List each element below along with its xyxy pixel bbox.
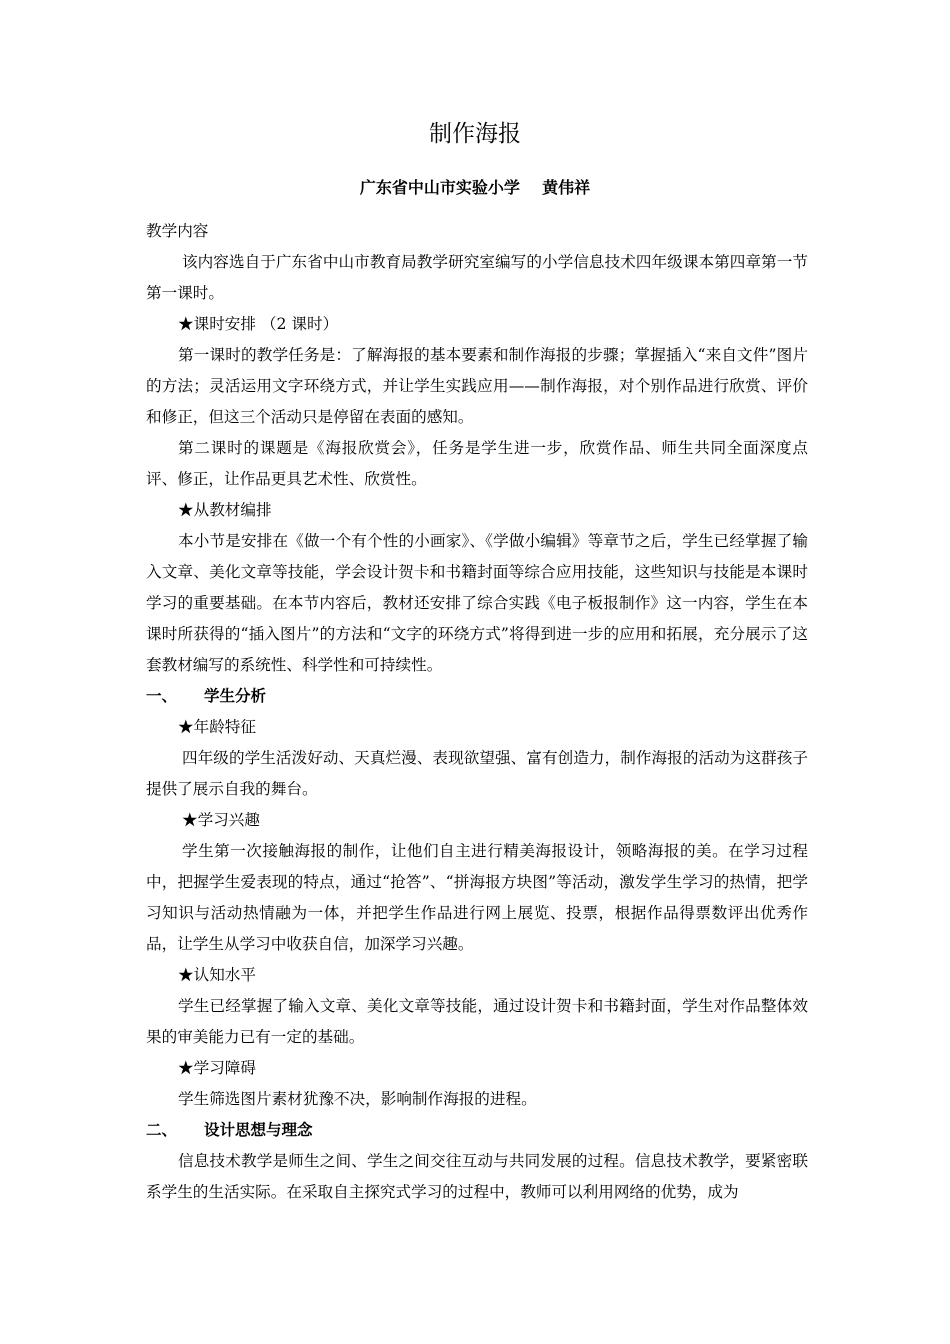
document-body — [146, 216, 808, 1208]
paragraph-interest: 学生第一次接触海报的制作，让他们自主进行精美海报设计，领略海报的美。在学习过程中，把握学生爱表现的特点，通过“抢答”、“拼海报方块图”等活动，激发学生学习的热情，把学习知识与活动热情融为一体，并把学生作品进行网上展览、投票，根据作品得票数评出优秀作品，让学生从学习中收获自信，加深学习兴趣。 — [146, 842, 808, 953]
star-heading-interest: ★学习兴趣 — [182, 811, 260, 829]
paragraph-lesson2: 第二课时的课题是《海报欣赏会》，任务是学生进一步，欣赏作品、师生共同全面深度点评、修正，让作品更具艺术性、欣赏性。 — [146, 439, 808, 488]
section-number-2: 二、 — [146, 1121, 178, 1139]
section-title-1: 学生分析 — [204, 687, 267, 705]
section-heading-1 — [146, 681, 808, 712]
paragraph-lesson1: 第一课时的教学任务是：了解海报的基本要素和制作海报的步骤；掌握插入“来自文件”图片的方法；灵活运用文字环绕方式，并让学生实践应用——制作海报，对个别作品进行欣赏、评价和修正，但这三个活动只是停留在表面的感知。 — [146, 346, 808, 426]
star-heading-schedule: ★课时安排 （2 课时） — [178, 315, 339, 333]
section-label-intro: 教学内容 — [146, 222, 209, 240]
section-heading-2 — [146, 1115, 808, 1146]
section-number-1: 一、 — [146, 687, 178, 705]
star-heading-age: ★年龄特征 — [178, 718, 256, 736]
star-heading-material: ★从教材编排 — [178, 501, 272, 519]
author-line: 广东省中山市实验小学 黄伟祥 — [359, 178, 591, 197]
paragraph-intro: 该内容选自于广东省中山市教育局教学研究室编写的小学信息技术四年级课本第四章第一节第一课时。 — [146, 253, 808, 302]
section-title-2: 设计思想与理念 — [204, 1121, 313, 1139]
document-title: 制作海报 — [429, 121, 521, 147]
star-heading-obstacle: ★学习障碍 — [178, 1059, 256, 1077]
paragraph-cognition: 学生已经掌握了输入文章、美化文章等技能，通过设计贺卡和书籍封面，学生对作品整体效果的审美能力已有一定的基础。 — [146, 997, 808, 1046]
star-heading-cognition: ★认知水平 — [178, 966, 256, 984]
paragraph-obstacle: 学生筛选图片素材犹豫不决，影响制作海报的进程。 — [178, 1090, 537, 1108]
paragraph-material: 本小节是安排在《做一个有个性的小画家》、《学做小编辑》等章节之后，学生已经掌握了输入文章、美化文章等技能，学会设计贺卡和书籍封面等综合应用技能，这些知识与技能是本课时学习的重要基础。在本节内容后，教材还安排了综合实践《电子板报制作》这一内容，学生在本课时所获得的“插入图片”的方法和“文字的环绕方式”将得到进一步的应用和拓展，充分展示了这套教材编写的系统性、科学性和可持续性。 — [146, 532, 808, 674]
paragraph-age: 四年级的学生活泼好动、天真烂漫、表现欲望强、富有创造力，制作海报的活动为这群孩子提供了展示自我的舞台。 — [146, 749, 808, 798]
paragraph-design: 信息技术教学是师生之间、学生之间交往互动与共同发展的过程。信息技术教学，要紧密联系学生的生活实际。在采取自主探究式学习的过程中，教师可以利用网络的优势，成为 — [146, 1152, 808, 1201]
